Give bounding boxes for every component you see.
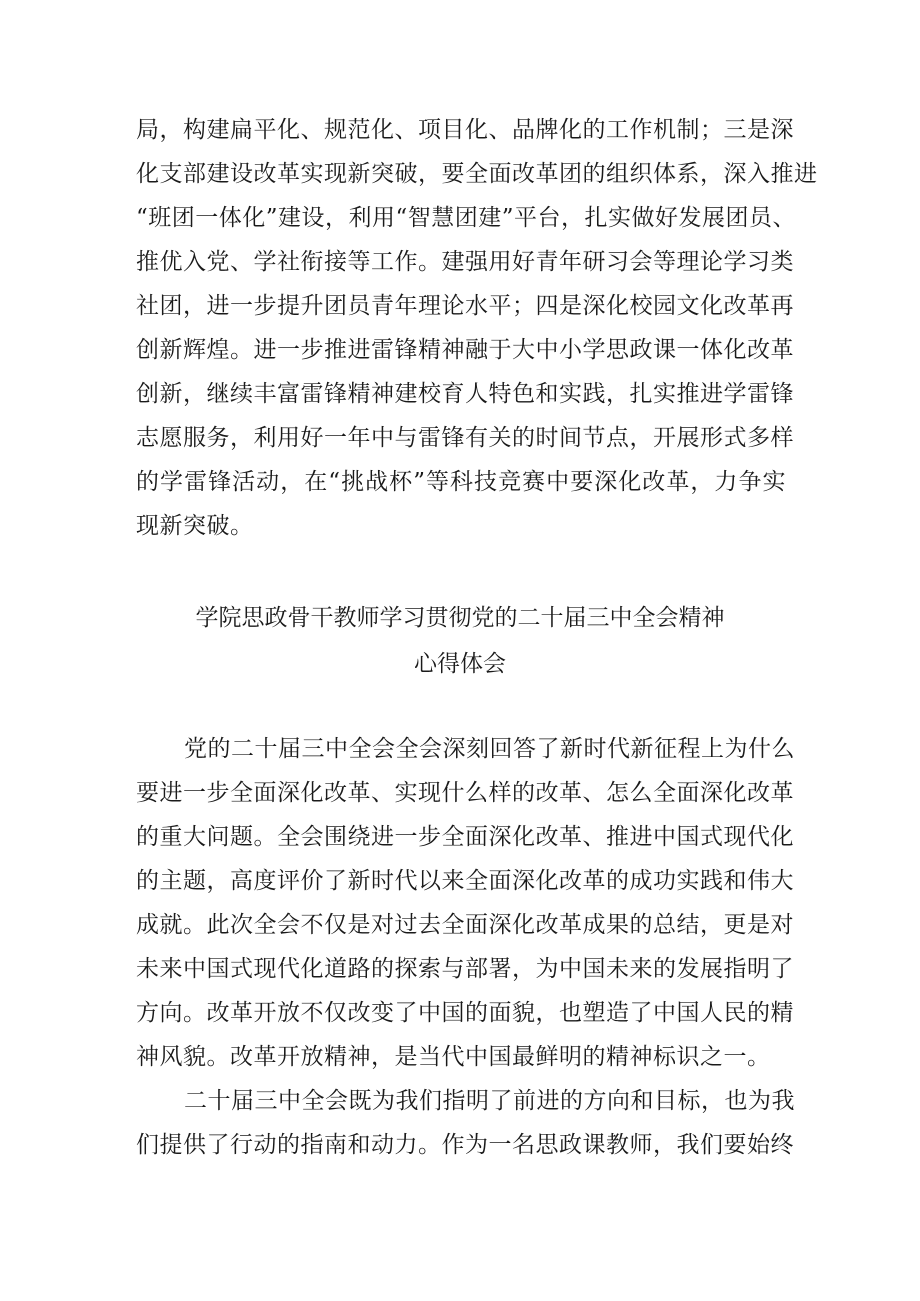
text-line: 社团，进一步提升团员青年理论水平；四是深化校园文化改革再 (136, 293, 794, 319)
text-line: 现新突破。 (136, 513, 254, 539)
text-line: 的学雷锋活动，在“挑战杯”等科技竞赛中要深化改革，力争实 (136, 469, 786, 495)
text-line: 的主题，高度评价了新时代以来全面深化改革的成功实践和伟大 (136, 868, 794, 894)
text-line: 们提供了行动的指南和动力。作为一名思政课教师，我们要始终 (136, 1132, 794, 1158)
text-line: 推优入党、学社衔接等工作。建强用好青年研习会等理论学习类 (136, 249, 794, 275)
text-line: 方向。改革开放不仅改变了中国的面貌，也塑造了中国人民的精 (136, 1000, 794, 1026)
text-line: 神风貌。改革开放精神，是当代中国最鲜明的精神标识之一。 (136, 1044, 771, 1070)
text-line: 党的二十届三中全会全会深刻回答了新时代新征程上为什么 (184, 736, 795, 762)
text-line: 志愿服务，利用好一年中与雷锋有关的时间节点，开展形式多样 (136, 425, 794, 451)
article-title: 学院思政骨干教师学习贯彻党的二十届三中全会精神 (195, 605, 725, 631)
text-line: 的重大问题。全会围绕进一步全面深化改革、推进中国式现代化 (136, 824, 794, 850)
article-subtitle: 心得体会 (414, 651, 506, 677)
text-line: 要进一步全面深化改革、实现什么样的改革、怎么全面深化改革 (136, 780, 794, 806)
text-line: 局，构建扁平化、规范化、项目化、品牌化的工作机制；三是深 (136, 117, 794, 143)
text-line: 未来中国式现代化道路的探索与部署，为中国未来的发展指明了 (136, 956, 794, 982)
text-line: 创新，继续丰富雷锋精神建校育人特色和实践，扎实推进学雷锋 (136, 381, 794, 407)
text-line: 化支部建设改革实现新突破，要全面改革团的组织体系，深入推进 (136, 161, 818, 187)
text-line: 二十届三中全会既为我们指明了前进的方向和目标，也为我 (184, 1088, 795, 1114)
text-line: “班团一体化”建设，利用“智慧团建”平台，扎实做好发展团员、 (136, 205, 797, 231)
text-line: 成就。此次全会不仅是对过去全面深化改革成果的总结，更是对 (136, 912, 794, 938)
text-line: 创新辉煌。进一步推进雷锋精神融于大中小学思政课一体化改革 (136, 337, 794, 363)
